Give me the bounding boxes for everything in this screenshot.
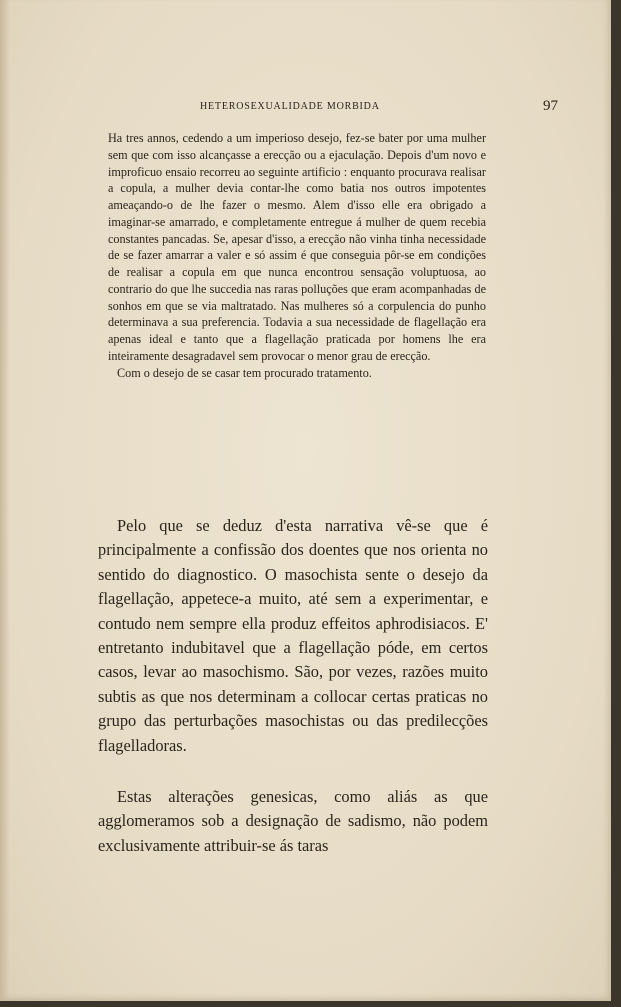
body-paragraph-diagnosis: Pelo que se deduz d'esta narrativa vê-se que é principalmente a confissão dos doentes que nos orienta no sentido do diagnostico. O masochista sente o desejo da flagellação, appetece-a muito, até sem a experimentar, e contudo nem sempre ella produz effeitos aphrodisiacos. E' entretanto indubitavel que a flagellação póde, em certos casos, levar ao masochismo. São, por vezes, razões muito subtis as que nos determinam a collocar certas praticas no grupo das perturbações masochistas ou das predilecções flagelladoras. bbox=[98, 516, 488, 755]
main-text-block bbox=[98, 514, 488, 858]
body-paragraph-alterations: Estas alterações genesicas, como aliás as que agglomeramos sob a designação de sadismo, não podem exclusivamente attribuir-se ás taras bbox=[98, 787, 488, 855]
page-number: 97 bbox=[543, 98, 558, 114]
case-history-paragraph: Ha tres annos, cedendo a um imperioso desejo, fez-se bater por uma mulher sem que com isso alcançasse a erecção ou a ejaculação. Depois d'um novo e improficuo ensaio recorreu ao seguinte artificio : enquanto procurava realisar a copula, a mulher devia contar-lhe como batia nos outros impotentes ameaçando-o de lhe fazer o mesmo. Alem d'isso elle era obrigado a imaginar-se amarrado, e completamente entregue á mulher de quem recebia constantes pancadas. Se, apesar d'isso, a erecção não vinha tinha necessidade de se fazer amarrar a valer e só assim é que conseguia pôr-se em condições de realisar a copula em que nunca encontrou sensação voluptuosa, ao contrario do que lhe succedia nas raras polluções que eram acompanhadas de sonhos em que se via maltratado. Nas mulheres só a corpulencia do punho determinava a sua preferencia. Todavia a sua necessidade de flagellação era apenas ideal e tanto que a flagellação praticada por homens lhe era inteiramente desagradavel sem provocar o menor grau de erecção. bbox=[108, 131, 486, 363]
running-head bbox=[60, 98, 560, 118]
running-title: HETEROSEXUALIDADE MORBIDA bbox=[200, 101, 380, 112]
case-history-block bbox=[108, 130, 486, 381]
case-history-closing-line: Com o desejo de se casar tem procurado tratamento. bbox=[117, 365, 372, 380]
page-edge-shadow bbox=[0, 0, 10, 1001]
